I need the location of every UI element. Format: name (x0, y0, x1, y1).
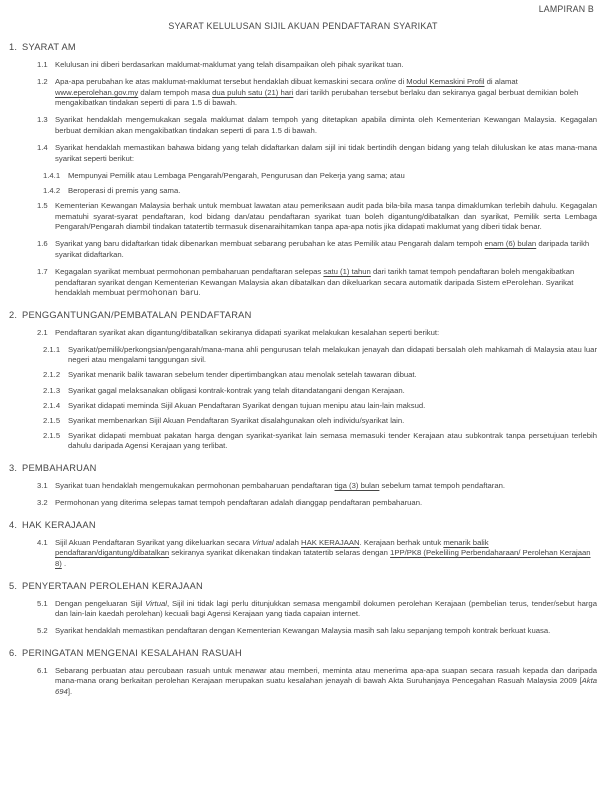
corner-label: LAMPIRAN B (538, 4, 594, 14)
clause-number: 2.1.3 (43, 385, 61, 395)
clause-text: Syarikat yang baru didaftarkan tidak dibenarkan membuat sebarang perubahan ke atas Pemilik atau Pengarah dalam tempoh enam (6) bulan daripada tarikh syarikat didaftarkan. (55, 239, 590, 259)
clause-number: 1.1 (37, 60, 48, 69)
clause-row (37, 481, 606, 492)
clause-text: Syarikat membenarkan Sijil Akuan Pendaftaran Syarikat disalahgunakan oleh individu/syarikat lain. (68, 415, 405, 425)
underlined-emphasis: tiga (3) bulan (334, 481, 380, 491)
clause-row (43, 186, 606, 197)
modul-kemaskini-profil-link: Modul Kemaskini Profil (406, 77, 485, 87)
clause-row (43, 345, 606, 366)
section-title: PENGGANTUNGAN/PEMBATALAN PENDAFTARAN (22, 309, 252, 320)
clause-number: 3.1 (37, 481, 48, 491)
section-number: 2. (9, 309, 18, 320)
clause-text: Apa-apa perubahan ke atas maklumat-maklumat tersebut hendaklah dibuat kemaskini secara online di Modul Kemaskini Profil di alamat www.eperolehan.gov.my dalam tempoh masa dua puluh satu (21) hari dari tarikh perubahan tersebut berlaku dan sekiranya gagal berbuat demikian boleh mengakibatkan tindakan seperti di para 1.5 di bawah. (55, 77, 579, 108)
clause-number: 6.1 (37, 665, 48, 675)
clause-number: 2.1.1 (43, 344, 61, 354)
underlined-emphasis: menarik balik pendaftaran/digantung/dibatalkan (55, 537, 489, 558)
clause-row (37, 267, 606, 299)
clause-row (43, 171, 606, 182)
clause-row (37, 60, 606, 71)
underlined-emphasis: enam (6) bulan (484, 239, 537, 249)
clause-number: 1.6 (37, 239, 48, 249)
clause-number: 1.3 (37, 115, 48, 125)
clause-number: 2.1.2 (43, 370, 61, 380)
clause-number: 1.5 (37, 200, 48, 210)
italic-term: online (375, 77, 397, 87)
clause-row (43, 386, 606, 397)
clause-row (37, 115, 606, 136)
clause-text: Dengan pengeluaran Sijil Virtual, Sijil ini tidak lagi perlu ditunjukkan semasa mengambil dokumen perolehan Kerajaan (pembelian terus, tender/sebut harga dan lain-lain kaedah perolehan) kecuali bagi Agensi Kerajaan yang tiada capaian internet. (55, 598, 597, 619)
clause-text: Pendaftaran syarikat akan digantung/dibatalkan sekiranya didapati syarikat melakukan kesalahan seperti berikut: (55, 327, 440, 337)
page-title: SYARAT KELULUSAN SIJIL AKUAN PENDAFTARAN SYARIKAT (168, 21, 438, 31)
clause-text: Syarikat didapati meminda Sijil Akuan Pendaftaran Syarikat dengan tujuan menipu atau lain-lain maksud. (68, 400, 426, 410)
clause-row (37, 666, 606, 698)
clause-row (37, 201, 606, 233)
section-title: PEMBAHARUAN (22, 463, 97, 474)
underlined-emphasis: satu (1) tahun (323, 266, 371, 276)
clause-text: Syarikat gagal melaksanakan obligasi kontrak-kontrak yang telah ditandatangani dengan Kerajaan. (68, 385, 405, 395)
clause-text: Syarikat hendaklah memastikan pendaftaran dengan Kementerian Kewangan Malaysia masih sah laku sepanjang tempoh kontrak berkuat kuasa. (55, 626, 551, 636)
section-number: 4. (9, 519, 18, 530)
italic-term: Virtual (252, 537, 274, 547)
section-title: SYARAT AM (22, 42, 76, 52)
alt-text: permohonan baru (126, 288, 199, 298)
clause-row (43, 431, 606, 452)
clause-number: 5.2 (37, 626, 48, 636)
clause-text: Kelulusan ini diberi berdasarkan maklumat-maklumat yang telah disampaikan oleh pihak syarikat tuan. (55, 60, 404, 69)
section-heading (0, 648, 606, 659)
section-title: PERINGATAN MENGENAI KESALAHAN RASUAH (22, 647, 242, 658)
section-title: HAK KERAJAAN (22, 519, 96, 530)
clause-text: Syarikat tuan hendaklah mengemukakan permohonan pembaharuan pendaftaran tiga (3) bulan sebelum tamat tempoh pendaftaran. (55, 481, 506, 491)
clause-row (43, 370, 606, 381)
clause-number: 4.1 (37, 537, 48, 547)
clause-number: 2.1.5 (43, 415, 61, 425)
clause-row (37, 328, 606, 339)
clause-row (37, 239, 606, 260)
clause-text: Syarikat hendaklah memastikan bahawa bidang yang telah didaftarkan dalam sijil ini tidak bertindih dengan bidang yang telah diluluskan ke atas mana-mana syarikat seperti berikut: (55, 143, 597, 163)
clause-number: 2.1.4 (43, 400, 61, 410)
clause-number: 1.2 (37, 77, 48, 87)
clause-number: 1.7 (37, 266, 48, 276)
clause-row (43, 416, 606, 427)
clause-number: 1.4.2 (43, 185, 61, 195)
clause-row (37, 498, 606, 509)
underlined-emphasis: HAK KERAJAAN (301, 537, 360, 547)
section-heading (0, 581, 606, 592)
section-heading (0, 463, 606, 474)
clause-text: Sijil Akuan Pendaftaran Syarikat yang dikeluarkan secara Virtual adalah HAK KERAJAAN. Kerajaan berhak untuk menarik balik pendaftaran/digantung/dibatalkan sekiranya syarikat dikenakan tindakan tatatertib selaras dengan 1PP/PK8 (Pekeliling Perbendaharaan/ Perolehan Kerajaan 8) . (55, 537, 591, 568)
clause-number: 1.4 (37, 143, 48, 153)
clause-row (37, 599, 606, 620)
clause-row (37, 77, 606, 109)
document-sections (0, 42, 606, 698)
section-title: PENYERTAAN PEROLEHAN KERAJAAN (22, 580, 204, 591)
clause-number: 2.1 (37, 327, 48, 337)
clause-text: Mempunyai Pemilik atau Lembaga Pengarah/Pengarah, Pengurusan dan Pekerja yang sama; atau (68, 170, 405, 180)
clause-text: Kegagalan syarikat membuat permohonan pembaharuan pendaftaran selepas satu (1) tahun dari tarikh tamat tempoh pendaftaran boleh mengakibatkan pendaftaran syarikat dengan Kementerian Kewangan Malaysia akan dibatalkan dan dikeluarkan secara automatik daripada Sistem ePerolehan. Syarikat hendaklah membuat permohonan baru. (55, 266, 575, 298)
clause-row (37, 626, 606, 637)
clause-text: Syarikat hendaklah mengemukakan segala maklumat dalam tempoh yang ditetapkan apabila diminta oleh Kementerian Kewangan Malaysia. Kegagalan berbuat demikian akan mengakibatkan tindakan seperti di para 1.5 di bawah. (55, 115, 597, 135)
section-number: 1. (9, 42, 18, 52)
underlined-emphasis: 1PP/PK8 (Pekeliling Perbendaharaan/ Perolehan Kerajaan 8) (55, 548, 591, 568)
section-number: 3. (9, 463, 18, 474)
clause-row (43, 401, 606, 412)
section-heading (0, 310, 606, 321)
underlined-emphasis: dua puluh satu (21) hari (212, 87, 294, 97)
clause-row (37, 143, 606, 164)
clause-text: Sebarang perbuatan atau percubaan rasuah untuk menawar atau memberi, meminta atau menerima apa-apa suapan secara rasuah kepada dan daripada mana-mana orang berkaitan perolehan Kerajaan merupakan suatu kesalahan jenayah di bawah Akta Suruhanjaya Pencegahan Rasuah Malaysia 2009 [Akta 694]. (55, 665, 597, 696)
clause-text: Syarikat didapati membuat pakatan harga dengan syarikat-syarikat lain semasa memasuki tender Kerajaan atau subkontrak tanpa persetujuan terlebih dahulu daripada Agensi Kerajaan yang terlibat. (68, 430, 597, 451)
clause-text: Permohonan yang diterima selepas tamat tempoh pendaftaran adalah dianggap pendaftaran pembaharuan. (55, 498, 423, 508)
clause-number: 3.2 (37, 498, 48, 508)
clause-text: Beroperasi di premis yang sama. (68, 185, 181, 195)
clause-text: Kementerian Kewangan Malaysia berhak untuk membuat lawatan atau pemeriksaan audit pada bila-bila masa tanpa dimaklumkan terlebih dahulu. Kegagalan mematuhi syarat-syarat pendaftaran, kod bidang dan/atau pendaftaran syarikat tuan boleh digantung/dibatalkan dan syarikat, Pemilik serta Lembaga Pengarah/Pengarah diambil tindakan tatatertib termasuk disenaraihitamkan tanpa apa-apa notis jika didapati maklumat yang diberi tidak benar. (55, 200, 597, 232)
italic-term: Akta 694 (55, 676, 597, 696)
clause-text: Syarikat/pemilik/perkongsian/pengarah/mana-mana ahli pengurusan telah melakukan jenayah dan didapati bersalah oleh mahkamah di Malaysia atau luar negeri atau mengalami tanggungan sivil. (68, 344, 597, 365)
italic-term: Virtual (145, 598, 167, 608)
section-number: 6. (9, 647, 18, 658)
section-heading (0, 520, 606, 531)
section-heading (0, 42, 606, 53)
clause-row (37, 538, 606, 570)
clause-number: 2.1.5 (43, 430, 61, 440)
clause-number: 1.4.1 (43, 170, 61, 180)
clause-number: 5.1 (37, 598, 48, 608)
eperolehan-url: www.eperolehan.gov.my (55, 87, 139, 97)
clause-text: Syarikat menarik balik tawaran sebelum tender dipertimbangkan atau menolak setelah tawaran dibuat. (68, 370, 417, 380)
section-number: 5. (9, 580, 18, 591)
